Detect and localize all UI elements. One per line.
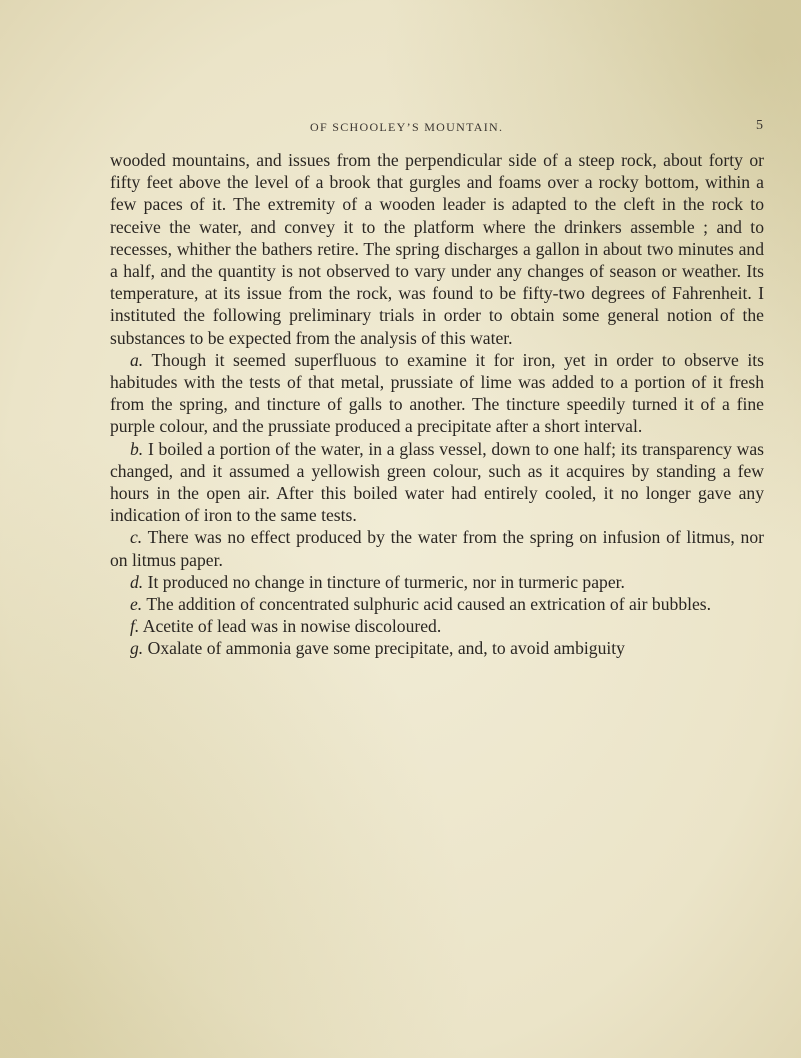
paragraph-d	[110, 571, 764, 593]
paragraph-a	[110, 349, 764, 438]
paragraph-c	[110, 526, 764, 570]
paragraph-g	[110, 637, 764, 659]
paragraph-text: Though it seemed superfluous to examine it for iron, yet in order to observe its habitudes with the tests of that metal, prussiate of lime was added to a portion of it fresh from the spring, and tincture of galls to another. The tincture speedily turned it of a fine purple colour, and the prussiate produced a precipitate after a short interval.	[110, 349, 764, 437]
paragraph-label: a.	[130, 349, 144, 370]
paragraph-text: Oxalate of ammonia gave some precipitate, and, to avoid ambiguity	[147, 638, 625, 659]
paragraph-label: b.	[130, 438, 144, 459]
paragraph-text: The addition of concentrated sulphuric acid caused an extrication of air bubbles.	[146, 594, 712, 615]
paragraph-e	[110, 593, 764, 615]
paragraph-intro	[110, 149, 764, 349]
paragraph-label: f.	[130, 616, 140, 637]
page-number: 5	[756, 118, 763, 133]
running-head: OF SCHOOLEY’S MOUNTAIN.	[310, 120, 504, 134]
paragraph-text: wooded mountains, and issues from the perpendicular side of a steep rock, about forty or fifty feet above the level of a brook that gurgles and foams over a rocky bottom, within a few paces of it. The extremity of a wooden leader is adapted to the cleft in the rock to receive the water, and convey it to the platform where the drinkers assemble ; and to recesses, whither the bathers retire. The spring discharges a gallon in about two minutes and a half, and the quantity is not observed to vary under any changes of season or weather. Its temperature, at its issue from the rock, was found to be fifty-two degrees of Fahrenheit. I instituted the following preliminary trials in order to obtain some general notion of the substances to be expected from the analysis of this water.	[110, 150, 764, 348]
paragraph-label: d.	[130, 571, 144, 592]
paragraph-text: It produced no change in tincture of turmeric, nor in turmeric paper.	[147, 571, 625, 592]
paragraph-f	[110, 615, 764, 637]
paragraph-b	[110, 438, 764, 527]
paragraph-text: There was no effect produced by the water from the spring on infusion of litmus, nor on litmus paper.	[110, 527, 764, 570]
paragraph-text: Acetite of lead was in nowise discoloured.	[142, 616, 442, 637]
paragraph-label: g.	[130, 638, 144, 659]
paragraph-label: e.	[130, 594, 143, 615]
body-text	[110, 149, 764, 660]
paragraph-label: c.	[130, 527, 143, 548]
paragraph-text: I boiled a portion of the water, in a glass vessel, down to one half; its transparency was changed, and it assumed a yellowish green colour, such as it acquires by standing a few hours in the open air. After this boiled water had entirely cooled, it no longer gave any indication of iron to the same tests.	[110, 438, 765, 526]
